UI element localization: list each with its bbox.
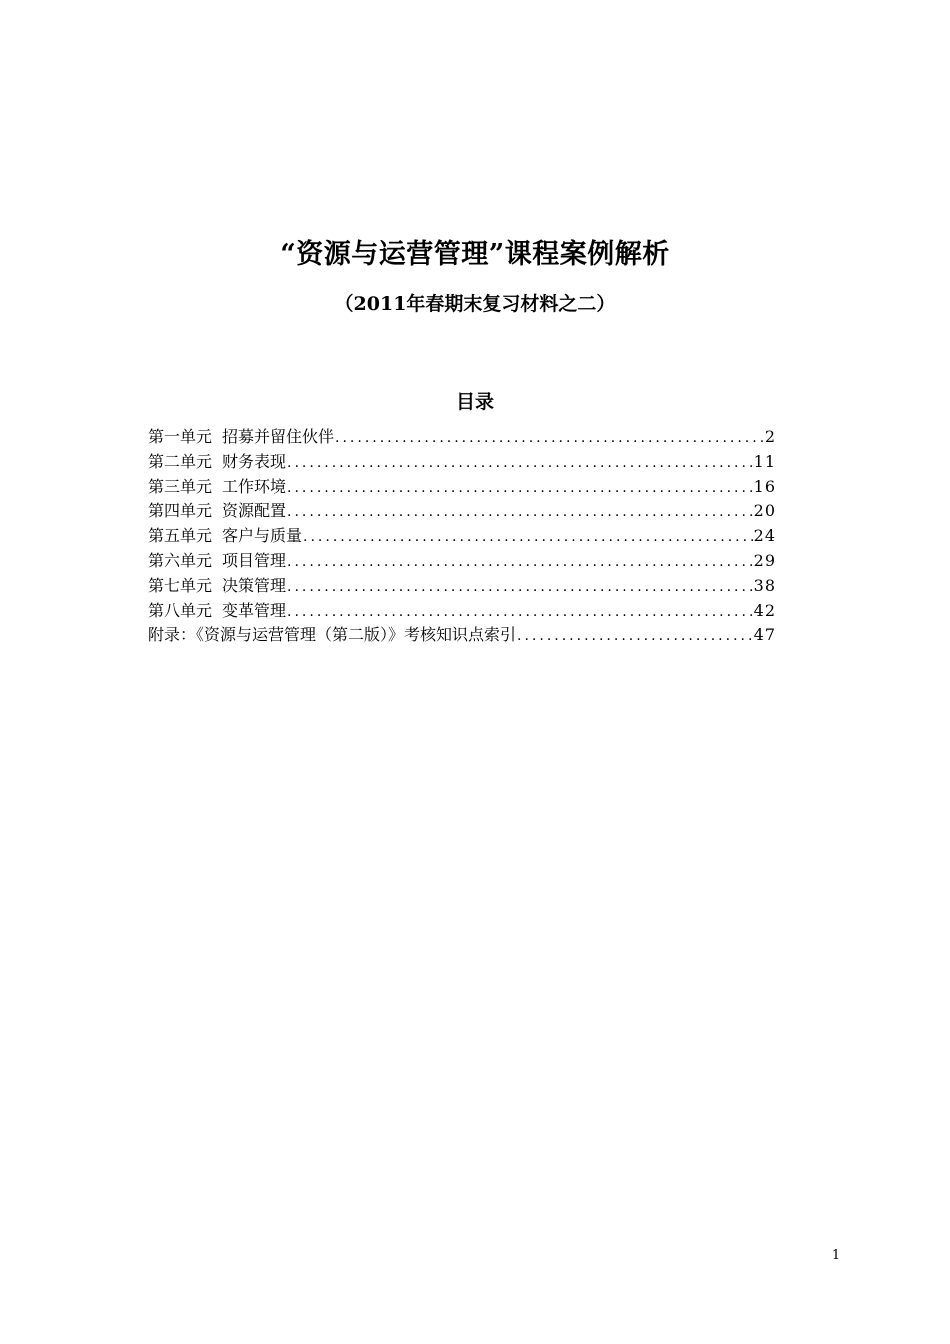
toc-entry-label	[148, 599, 286, 624]
toc-entry-unit: 第五单元	[148, 526, 213, 546]
toc-entry-unit-6[interactable]	[148, 549, 776, 574]
toc-entry-title: 财务表现	[222, 451, 287, 471]
toc-entry-title: 资源配置	[222, 501, 287, 521]
toc-entry-title: 招募并留住伙伴	[222, 427, 335, 446]
toc-entry-unit-2[interactable]	[148, 450, 776, 475]
document-title: “资源与运营管理”课程案例解析	[280, 239, 670, 270]
toc-entry-title: 客户与质量	[222, 526, 303, 546]
toc-dot-leader	[287, 600, 753, 625]
toc-entry-label	[148, 425, 334, 450]
toc-entry-label	[148, 499, 286, 524]
toc-entry-page: 20	[753, 501, 776, 521]
toc-entry-unit-5[interactable]	[148, 524, 776, 549]
document-subtitle: （2011年春期末复习材料之二）	[334, 293, 616, 315]
toc-entry-page: 24	[753, 526, 776, 546]
toc-dot-leader	[287, 476, 753, 501]
toc-entry-unit: 第三单元	[148, 476, 213, 496]
toc-dot-leader	[517, 624, 753, 649]
toc-entry-title: 工作环境	[222, 476, 287, 496]
toc-entry-unit-8[interactable]	[148, 599, 776, 624]
toc-entry-label	[148, 450, 286, 475]
toc-entry-unit: 第七单元	[148, 575, 213, 595]
toc-entry-unit: 第一单元	[148, 427, 213, 446]
toc-entry-page: 2	[764, 427, 776, 446]
toc-entry-title: 项目管理	[222, 550, 287, 570]
toc-entry-unit: 附录：	[148, 625, 197, 645]
toc-entry-unit: 第四单元	[148, 501, 213, 521]
toc-entry-unit-1[interactable]	[148, 425, 776, 450]
toc-entry-appendix[interactable]	[148, 623, 776, 648]
toc-entry-title: 变革管理	[222, 600, 287, 620]
toc-entry-label	[148, 524, 302, 549]
toc-entry-page: 42	[753, 600, 776, 620]
toc-dot-leader	[287, 550, 753, 575]
toc-dot-leader	[287, 500, 753, 525]
toc-dot-leader	[303, 525, 753, 550]
toc-entry-label	[148, 574, 286, 599]
toc-entry-unit-7[interactable]	[148, 574, 776, 599]
toc-entry-title: 《资源与运营管理（第二版）》考核知识点索引	[196, 625, 517, 645]
toc-dot-leader	[287, 451, 753, 476]
toc-entry-page: 47	[753, 625, 776, 645]
toc-entry-unit-3[interactable]	[148, 475, 776, 500]
toc-entry-unit-4[interactable]	[148, 499, 776, 524]
toc-entry-label	[148, 475, 286, 500]
toc-entry-page: 16	[753, 476, 776, 496]
toc-heading: 目录	[455, 391, 494, 413]
page-number: 1	[831, 1248, 841, 1263]
table-of-contents	[148, 425, 776, 648]
toc-dot-leader	[335, 426, 764, 451]
toc-entry-unit: 第二单元	[148, 451, 213, 471]
toc-entry-page: 29	[753, 550, 776, 570]
toc-dot-leader	[287, 575, 753, 600]
toc-entry-unit: 第八单元	[148, 600, 213, 620]
toc-entry-page: 11	[753, 451, 776, 471]
toc-entry-unit: 第六单元	[148, 550, 213, 570]
toc-entry-label	[148, 549, 286, 574]
toc-entry-label	[148, 623, 516, 648]
toc-entry-title: 决策管理	[222, 575, 287, 595]
toc-entry-page: 38	[753, 575, 776, 595]
